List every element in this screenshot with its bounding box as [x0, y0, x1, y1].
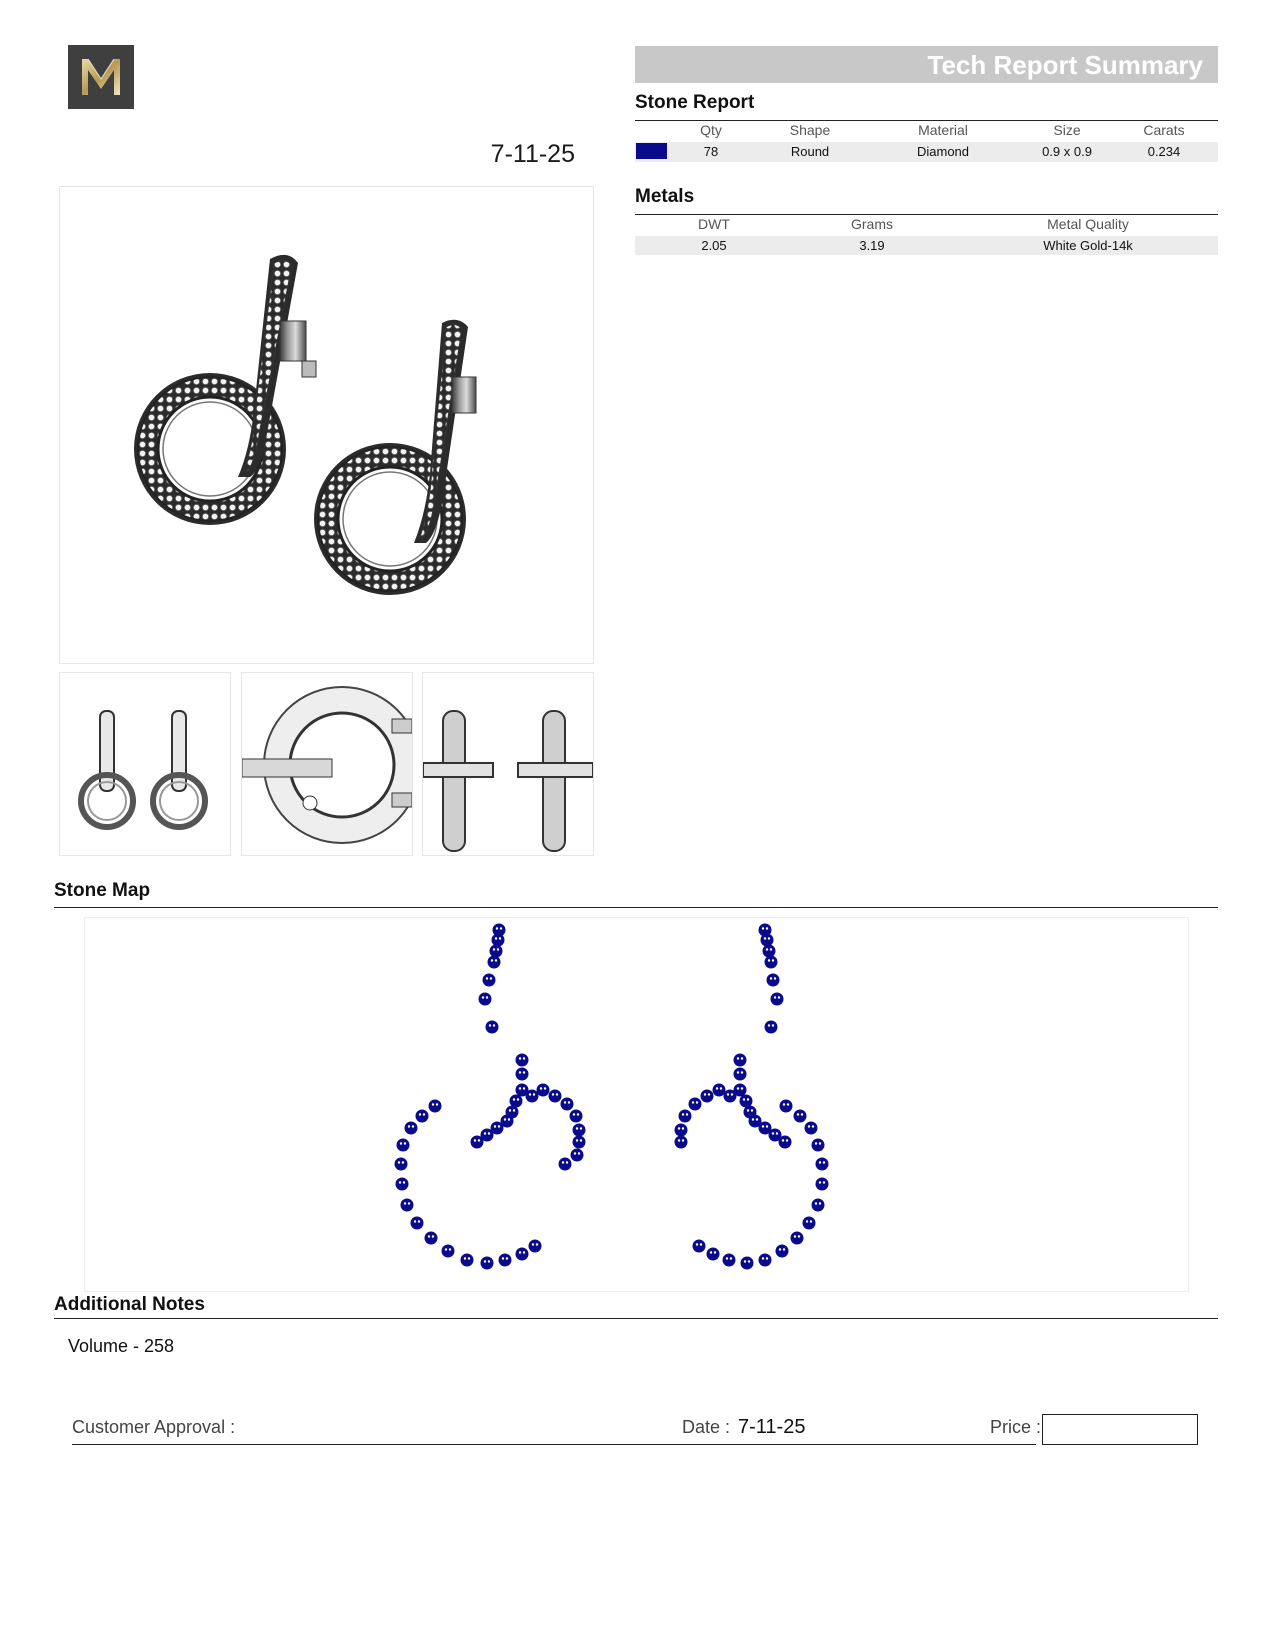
- report-title: Tech Report Summary: [927, 50, 1203, 80]
- stone-col-size: Size: [1053, 122, 1081, 138]
- stone-marker: [734, 1054, 747, 1067]
- stone-marker: [411, 1217, 424, 1230]
- stone-marker: [765, 956, 778, 969]
- stone-marker: [516, 1248, 529, 1261]
- stone-map-diagram: [84, 917, 1189, 1292]
- stone-marker: [723, 1254, 736, 1267]
- metals-grams-value: 3.19: [859, 238, 885, 253]
- stone-marker: [816, 1178, 829, 1191]
- stone-marker: [499, 1254, 512, 1267]
- stone-marker: [405, 1122, 418, 1135]
- price-label: Price :: [990, 1417, 1042, 1437]
- stone-report-title: Stone Report: [635, 92, 755, 113]
- metals-divider: [635, 214, 1218, 215]
- stone-marker: [492, 934, 505, 947]
- stone-marker: [479, 993, 492, 1006]
- stone-report-divider: [635, 120, 1218, 121]
- additional-notes-text: Volume - 258: [68, 1336, 175, 1356]
- stone-marker: [805, 1122, 818, 1135]
- stone-size-value: 0.9 x 0.9: [1042, 144, 1092, 159]
- stone-marker: [549, 1090, 562, 1103]
- approval-date-value: 7-11-25: [738, 1416, 806, 1438]
- stone-marker: [675, 1136, 688, 1149]
- stone-marker: [559, 1158, 572, 1171]
- stone-marker: [675, 1124, 688, 1137]
- stone-marker: [693, 1240, 706, 1253]
- thumbnail-side-view[interactable]: [241, 672, 413, 856]
- report-date: 7-11-25: [490, 140, 575, 168]
- additional-notes-divider: [54, 1318, 1218, 1319]
- logo-mark: [68, 45, 134, 109]
- stone-marker: [812, 1199, 825, 1212]
- stone-marker: [763, 945, 776, 958]
- stone-marker: [741, 1257, 754, 1270]
- stone-marker: [759, 1254, 772, 1267]
- stone-marker: [776, 1245, 789, 1258]
- stone-marker: [461, 1254, 474, 1267]
- stone-marker: [803, 1217, 816, 1230]
- stone-marker: [724, 1090, 737, 1103]
- stone-marker: [734, 1068, 747, 1081]
- stone-marker: [765, 1021, 778, 1034]
- stone-marker: [490, 945, 503, 958]
- stone-color-swatch: [636, 143, 667, 159]
- thumbnail-side-render: [242, 673, 412, 855]
- stone-col-material: Material: [918, 122, 968, 138]
- stone-marker: [701, 1090, 714, 1103]
- stone-carats-value: 0.234: [1147, 144, 1181, 159]
- stone-marker: [767, 974, 780, 987]
- stone-marker: [516, 1068, 529, 1081]
- metals-col-grams: Grams: [851, 216, 893, 232]
- stone-marker: [707, 1248, 720, 1261]
- stone-marker: [816, 1158, 829, 1171]
- thumbnail-front-render: [60, 673, 230, 855]
- customer-approval-signature-line[interactable]: [72, 1444, 1036, 1445]
- stone-marker: [794, 1110, 807, 1123]
- stone-marker: [425, 1232, 438, 1245]
- metals-dwt-value: 2.05: [701, 238, 727, 253]
- stone-marker: [570, 1110, 583, 1123]
- stone-marker: [791, 1232, 804, 1245]
- stone-map-divider: [54, 907, 1218, 908]
- customer-approval-label: Customer Approval :: [72, 1417, 236, 1437]
- stone-qty-value: 78: [703, 144, 719, 159]
- stone-marker: [779, 1136, 792, 1149]
- stone-col-shape: Shape: [789, 122, 831, 138]
- stone-marker: [397, 1139, 410, 1152]
- stone-marker: [573, 1124, 586, 1137]
- stone-marker: [416, 1110, 429, 1123]
- stone-marker: [481, 1257, 494, 1270]
- thumbnail-front-view[interactable]: [59, 672, 231, 856]
- stone-marker: [488, 956, 501, 969]
- stone-shape-value: Round: [790, 144, 830, 159]
- thumbnail-profile-view[interactable]: [422, 672, 594, 856]
- main-product-image: [59, 186, 594, 664]
- metals-col-quality: Metal Quality: [1047, 216, 1129, 232]
- stone-marker: [471, 1136, 484, 1149]
- stone-marker: [812, 1139, 825, 1152]
- metals-quality-value: White Gold-14k: [1043, 238, 1133, 253]
- stone-marker: [561, 1098, 574, 1111]
- stone-marker: [516, 1054, 529, 1067]
- stone-marker: [780, 1100, 793, 1113]
- stone-marker: [442, 1245, 455, 1258]
- stone-map-canvas: [85, 918, 1188, 1291]
- report-header-bar: [635, 46, 1218, 83]
- price-input-box[interactable]: [1042, 1414, 1198, 1445]
- stone-material-value: Diamond: [916, 144, 970, 159]
- stone-marker: [771, 993, 784, 1006]
- approval-date-label: Date :: [682, 1417, 731, 1437]
- stone-marker: [713, 1084, 726, 1097]
- stone-marker: [396, 1178, 409, 1191]
- metals-col-dwt: DWT: [698, 216, 730, 232]
- stone-col-qty: Qty: [700, 122, 722, 138]
- stone-map-title: Stone Map: [54, 880, 151, 901]
- stone-marker: [486, 1021, 499, 1034]
- additional-notes-title: Additional Notes: [54, 1294, 205, 1315]
- stone-marker: [689, 1098, 702, 1111]
- stone-marker: [679, 1110, 692, 1123]
- stone-marker: [537, 1084, 550, 1097]
- stone-marker: [571, 1149, 584, 1162]
- earrings-render: [60, 187, 593, 663]
- stone-marker: [529, 1240, 542, 1253]
- thumbnail-profile-render: [423, 673, 593, 855]
- stone-marker: [573, 1136, 586, 1149]
- stone-marker: [429, 1100, 442, 1113]
- metals-title: Metals: [635, 186, 695, 207]
- stone-marker: [761, 934, 774, 947]
- company-logo: [68, 45, 134, 109]
- stone-marker: [395, 1158, 408, 1171]
- stone-marker: [483, 974, 496, 987]
- stone-marker: [401, 1199, 414, 1212]
- stone-col-carats: Carats: [1143, 122, 1185, 138]
- stone-marker: [526, 1090, 539, 1103]
